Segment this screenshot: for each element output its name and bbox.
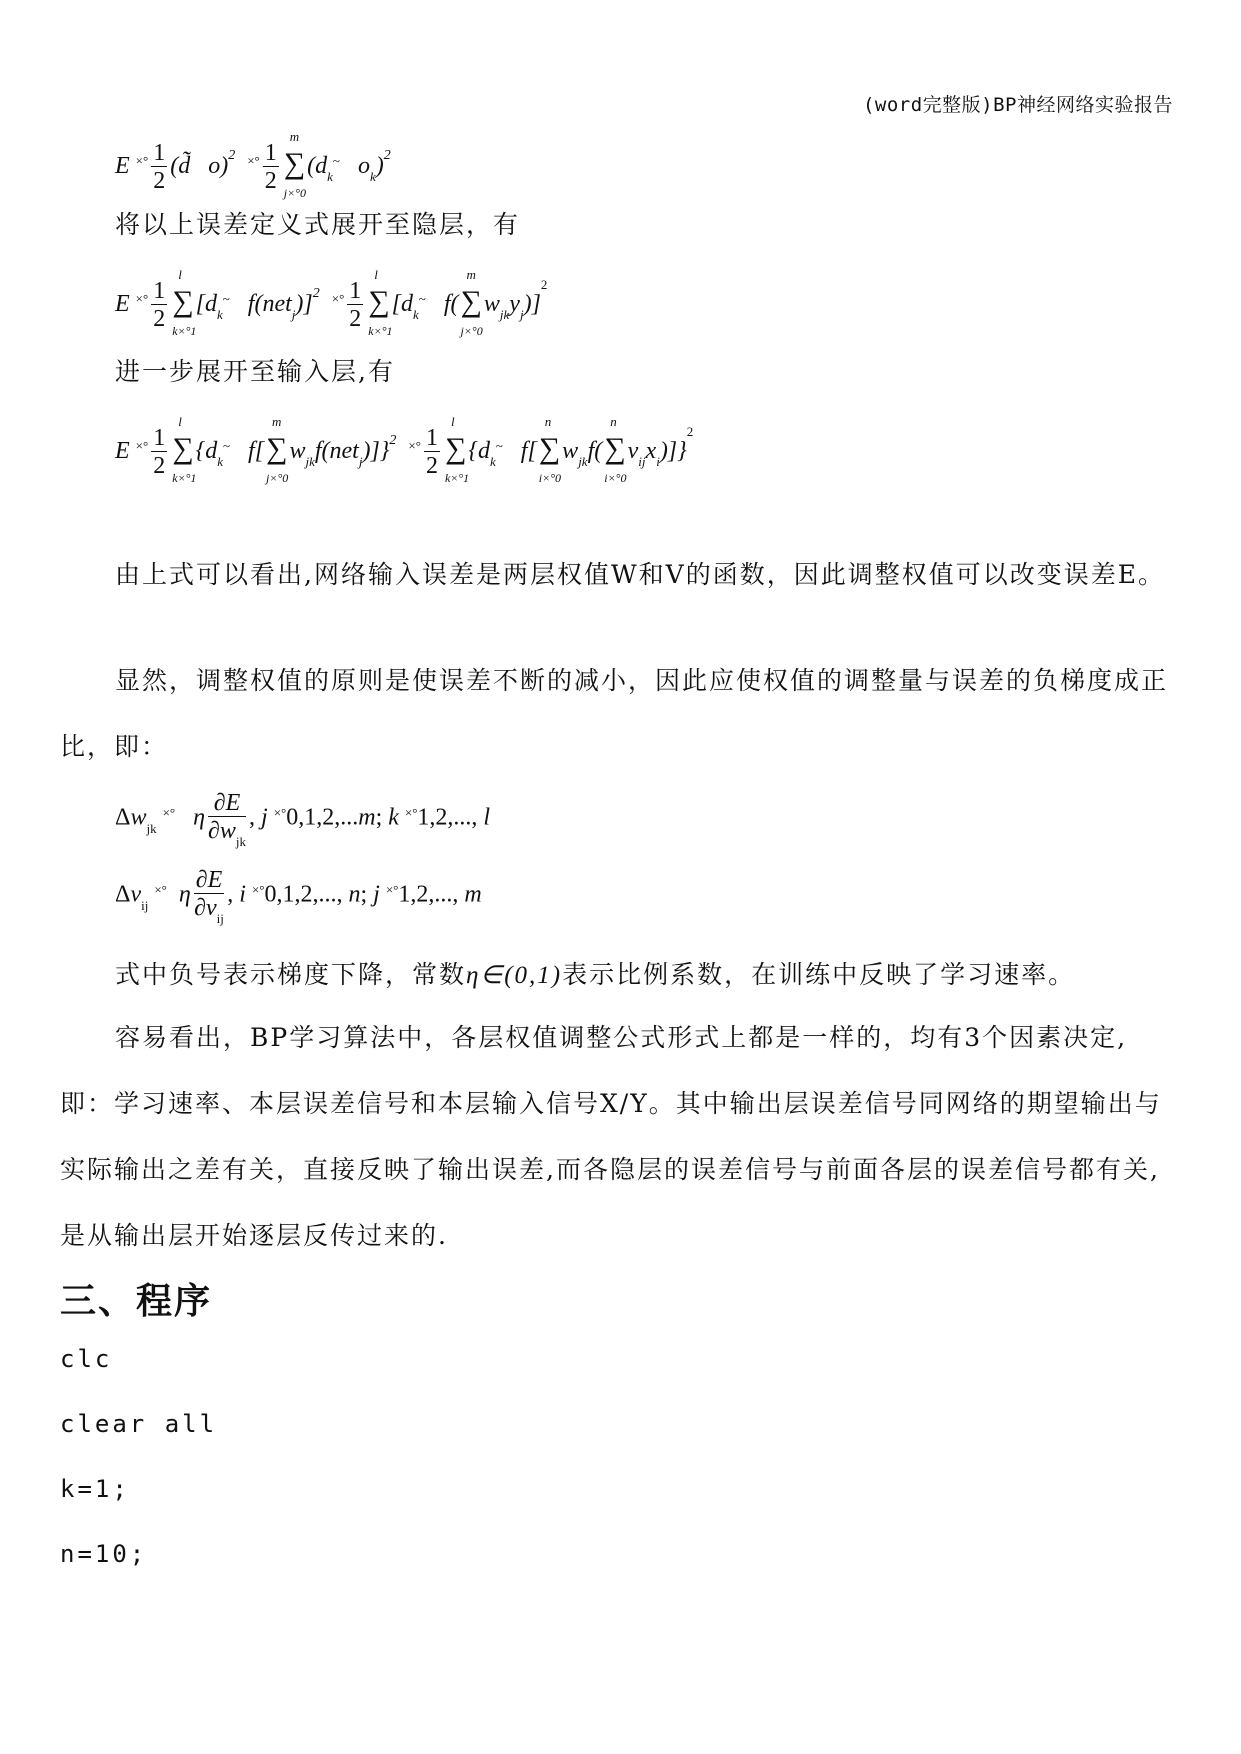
section-heading: 三、程序 bbox=[60, 1281, 213, 1322]
code-line: k=1; bbox=[60, 1475, 130, 1503]
text-note bbox=[115, 955, 1075, 991]
page-header: (word完整版)BP神经网络实验报告 bbox=[862, 94, 1173, 116]
delta-w-equation: $\Delta w_{jk}$ ×° η $\frac{\partial E}{\partial w_{jk}}$ , j ×°0,1,2,...m; k ×°1,2,..., l bbox=[115, 790, 491, 849]
code-line: clc bbox=[60, 1345, 113, 1373]
error-equation-input: E ×° $\frac{1}{2}$ ∑ l k×°1 {$d_k^\sim$ f[∑ m j×°0 $w_{jk}f(net_j)]\}^2$ ×° $\frac{1}{2}$ ∑ l k×°1 {$d_k^\sim$ f[∑ n i×°0 $w_{jk}f(\sum$ n i×°0 $v_{ij}x_i)]\}^2$ bbox=[115, 414, 694, 486]
text-principle: 显然，调整权值的原则是使误差不断的减小，因此应使权值的调整量与误差的负梯度成正比，即： bbox=[60, 666, 1169, 761]
text-expand-hidden: 将以上误差定义式展开至隐层，有 bbox=[115, 210, 521, 239]
text-expand-input: 进一步展开至输入层,有 bbox=[115, 357, 395, 386]
delta-v-equation: $\Delta v_{ij}$ ×° η $\frac{\partial E}{\partial v_{ij}}$ , i ×°0,1,2,..., n; j ×°1,2,..., m bbox=[115, 867, 482, 926]
note-suffix: 表示比例系数，在训练中反映了学习速率。 bbox=[562, 960, 1076, 989]
text-conclusion: 由上式可以看出,网络输入误差是两层权值W和V的函数，因此调整权值可以改变误差E。 bbox=[115, 560, 1165, 589]
code-line: clear all bbox=[60, 1410, 218, 1438]
code-line: n=10; bbox=[60, 1540, 148, 1568]
error-equation-hidden: E ×° $\frac{1}{2}$ ∑ l k×°1 [$d_k^\sim$ f(net$_j$)]$^2$ ×° $\frac{1}{2}$ ∑ l k×°1 [$d_k^\sim$ f(∑ m j×°0 $w_{jk}y_j)]^2$ bbox=[115, 267, 548, 339]
note-math: η∈(0,1) bbox=[466, 962, 563, 989]
error-equation-output: E ×° $\frac{1}{2}$ (d̃ o)$^2$ ×° $\frac{1}{2}$ ∑ m j×°0 ($d_k^\sim$ $o_k)^2$ bbox=[115, 129, 391, 201]
note-prefix: 式中负号表示梯度下降，常数 bbox=[115, 960, 467, 989]
text-summary: 容易看出，BP学习算法中，各层权值调整公式形式上都是一样的，均有3个因素决定,即：学习速率、本层误差信号和本层输入信号X/Y。其中输出层误差信号同网络的期望输出与实际输出之差有关，直接反映了输出误差,而各隐层的误差信号与前面各层的误差信号都有关,是从输出层开始逐层反传过来的. bbox=[60, 1023, 1162, 1250]
